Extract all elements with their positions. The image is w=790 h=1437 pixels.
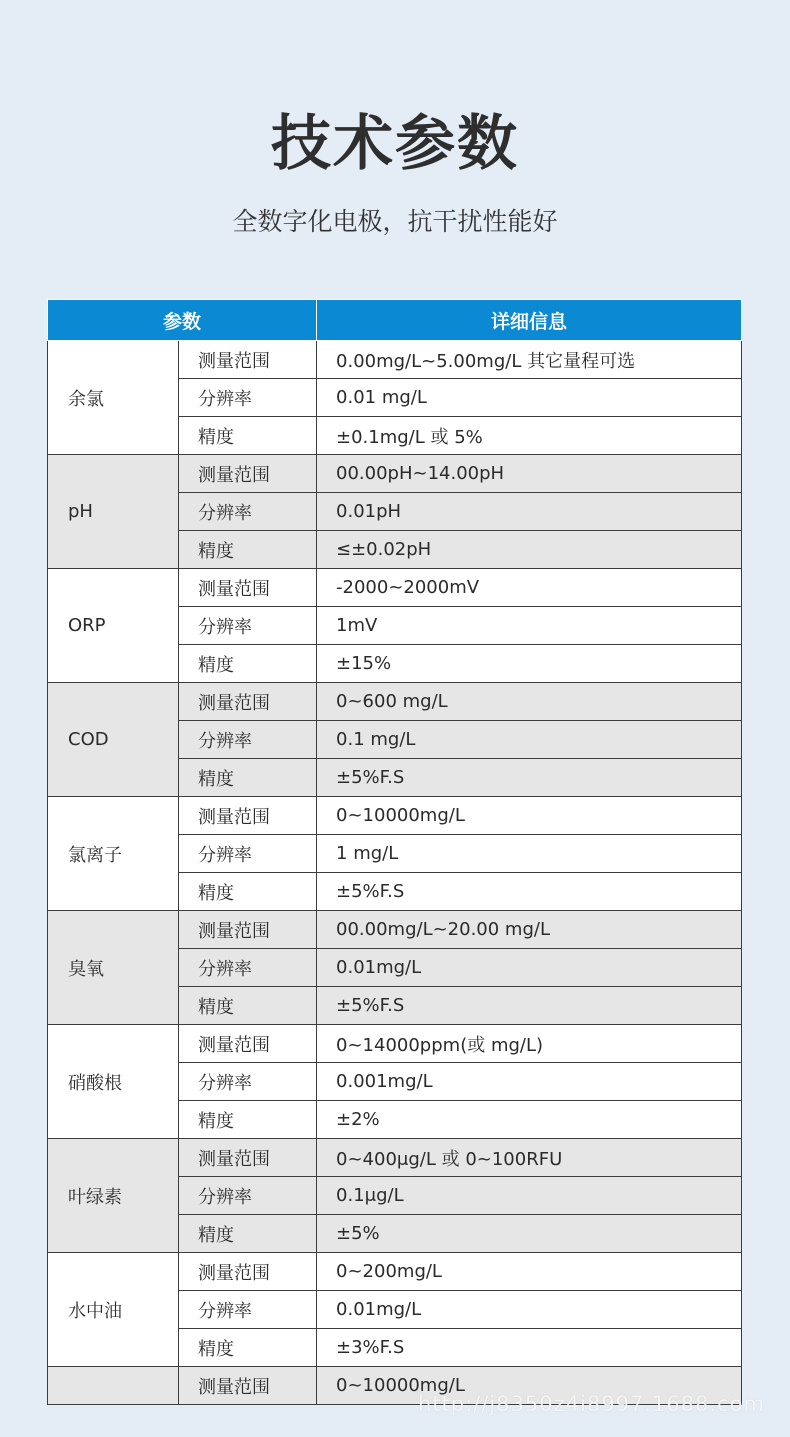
- attribute-label-cell: 测量范围: [179, 1253, 317, 1291]
- table-row: [48, 1025, 742, 1063]
- attribute-value-cell: ≤±0.02pH: [317, 531, 742, 569]
- attribute-value-cell: 0~10000mg/L: [317, 1367, 742, 1405]
- attribute-value-cell: 0.1μg/L: [317, 1177, 742, 1215]
- table-row: [48, 1139, 742, 1177]
- attribute-label-cell: 分辨率: [179, 607, 317, 645]
- attribute-label-cell: 分辨率: [179, 493, 317, 531]
- table-row: [48, 683, 742, 721]
- param-name-cell: 硝酸根: [48, 1025, 179, 1139]
- attribute-value-cell: 0~600 mg/L: [317, 683, 742, 721]
- param-name-cell: 叶绿素: [48, 1139, 179, 1253]
- attribute-label-cell: 分辨率: [179, 949, 317, 987]
- attribute-value-cell: ±5%: [317, 1215, 742, 1253]
- attribute-value-cell: 0~400μg/L 或 0~100RFU: [317, 1139, 742, 1177]
- attribute-value-cell: 0.00mg/L~5.00mg/L 其它量程可选: [317, 341, 742, 379]
- param-name-cell: pH: [48, 455, 179, 569]
- attribute-label-cell: 精度: [179, 873, 317, 911]
- param-name-cell: 水中油: [48, 1253, 179, 1367]
- attribute-value-cell: 0.1 mg/L: [317, 721, 742, 759]
- attribute-value-cell: ±2%: [317, 1101, 742, 1139]
- attribute-label-cell: 测量范围: [179, 797, 317, 835]
- attribute-label-cell: 测量范围: [179, 911, 317, 949]
- attribute-value-cell: 0~14000ppm(或 mg/L): [317, 1025, 742, 1063]
- attribute-value-cell: 1mV: [317, 607, 742, 645]
- param-name-cell: 氯离子: [48, 797, 179, 911]
- table-row: [48, 341, 742, 379]
- attribute-label-cell: 测量范围: [179, 1367, 317, 1405]
- param-name-cell: 臭氧: [48, 911, 179, 1025]
- attribute-label-cell: 分辨率: [179, 1291, 317, 1329]
- table-row: [48, 797, 742, 835]
- attribute-value-cell: 0.01pH: [317, 493, 742, 531]
- attribute-label-cell: 测量范围: [179, 1025, 317, 1063]
- attribute-label-cell: 精度: [179, 987, 317, 1025]
- page-title: 技术参数: [271, 109, 519, 179]
- attribute-label-cell: 分辨率: [179, 835, 317, 873]
- attribute-label-cell: 精度: [179, 417, 317, 455]
- attribute-label-cell: 测量范围: [179, 341, 317, 379]
- attribute-label-cell: 分辨率: [179, 1177, 317, 1215]
- attribute-value-cell: ±5%F.S: [317, 873, 742, 911]
- attribute-value-cell: 00.00mg/L~20.00 mg/L: [317, 911, 742, 949]
- attribute-value-cell: ±5%F.S: [317, 987, 742, 1025]
- param-name-cell: 余氯: [48, 341, 179, 455]
- header-param: 参数: [48, 300, 317, 341]
- attribute-label-cell: 精度: [179, 645, 317, 683]
- attribute-value-cell: 0.01mg/L: [317, 949, 742, 987]
- attribute-label-cell: 精度: [179, 1215, 317, 1253]
- attribute-label-cell: 精度: [179, 1101, 317, 1139]
- attribute-value-cell: ±5%F.S: [317, 759, 742, 797]
- header-detail: 详细信息: [317, 300, 742, 341]
- param-name-cell: ORP: [48, 569, 179, 683]
- table-row: [48, 455, 742, 493]
- attribute-value-cell: ±0.1mg/L 或 5%: [317, 417, 742, 455]
- attribute-label-cell: 分辨率: [179, 379, 317, 417]
- attribute-label-cell: 分辨率: [179, 1063, 317, 1101]
- attribute-label-cell: 分辨率: [179, 721, 317, 759]
- attribute-value-cell: 0~10000mg/L: [317, 797, 742, 835]
- page-subtitle: 全数字化电极，抗干扰性能好: [232, 207, 558, 236]
- watermark: http://j8350z4i8997.1688.com: [418, 1392, 765, 1416]
- attribute-value-cell: ±3%F.S: [317, 1329, 742, 1367]
- attribute-value-cell: 1 mg/L: [317, 835, 742, 873]
- table-row: [48, 569, 742, 607]
- attribute-label-cell: 测量范围: [179, 569, 317, 607]
- attribute-value-cell: 00.00pH~14.00pH: [317, 455, 742, 493]
- attribute-label-cell: 精度: [179, 531, 317, 569]
- attribute-value-cell: -2000~2000mV: [317, 569, 742, 607]
- table-row: [48, 911, 742, 949]
- attribute-label-cell: 测量范围: [179, 1139, 317, 1177]
- attribute-label-cell: 测量范围: [179, 455, 317, 493]
- attribute-value-cell: 0.001mg/L: [317, 1063, 742, 1101]
- spec-table-body: [48, 341, 742, 1405]
- attribute-value-cell: 0~200mg/L: [317, 1253, 742, 1291]
- attribute-value-cell: 0.01mg/L: [317, 1291, 742, 1329]
- param-name-cell: [48, 1367, 179, 1405]
- attribute-label-cell: 精度: [179, 759, 317, 797]
- spec-table: [47, 299, 742, 1405]
- attribute-value-cell: 0.01 mg/L: [317, 379, 742, 417]
- table-row: [48, 1253, 742, 1291]
- attribute-label-cell: 测量范围: [179, 683, 317, 721]
- param-name-cell: COD: [48, 683, 179, 797]
- table-header-row: [48, 300, 742, 341]
- attribute-label-cell: 精度: [179, 1329, 317, 1367]
- attribute-value-cell: ±15%: [317, 645, 742, 683]
